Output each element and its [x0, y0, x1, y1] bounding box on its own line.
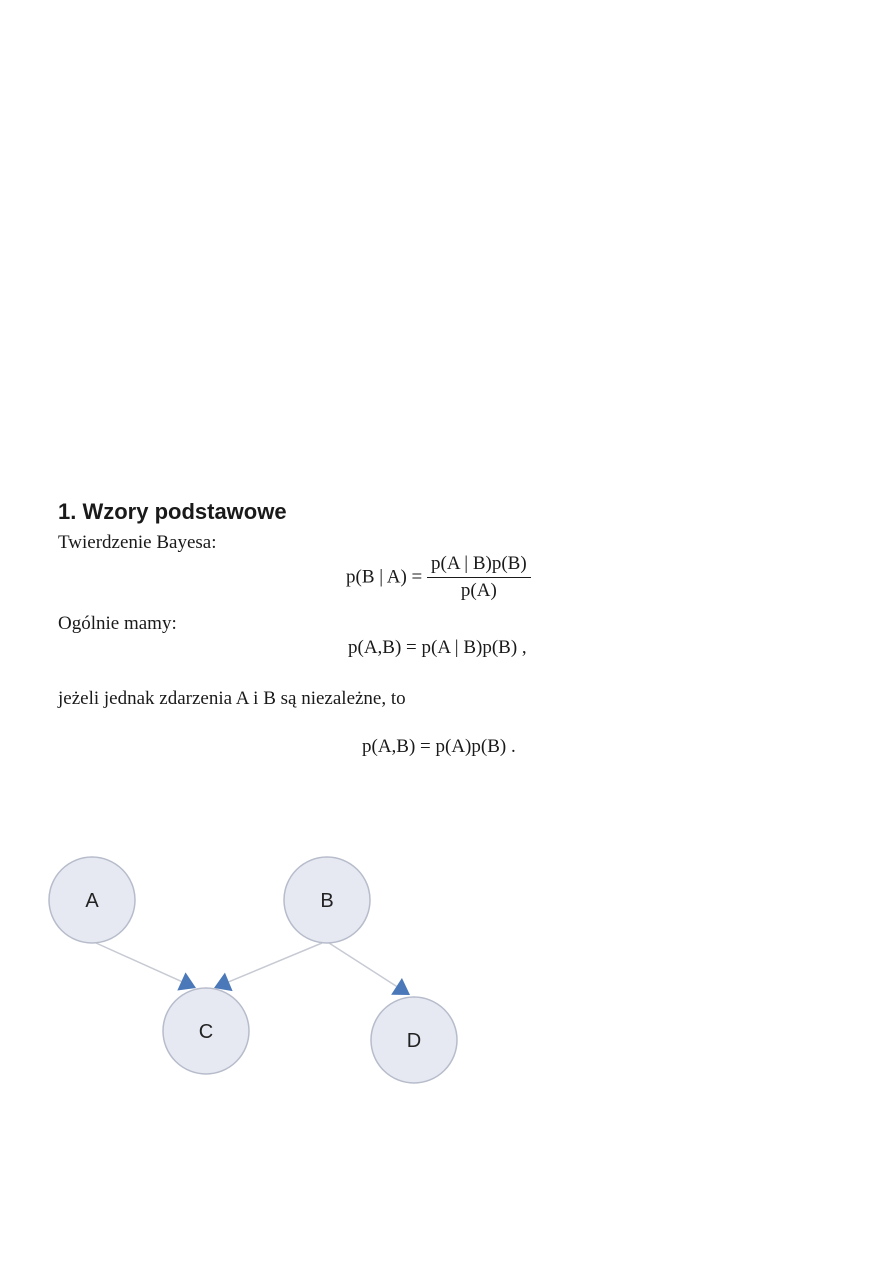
- node-d: [371, 997, 457, 1083]
- independence-intro-text: jeżeli jednak zdarzenia A i B są niezależne, to: [58, 688, 406, 709]
- edge-b-d: [329, 943, 397, 986]
- edge-b-c: [229, 943, 322, 982]
- bayes-numerator: p(A | B)p(B): [427, 553, 531, 578]
- bayes-lhs: p(B | A) =: [346, 566, 423, 588]
- bayes-denominator: p(A): [460, 580, 497, 601]
- node-b: [284, 857, 370, 943]
- section-heading: 1. Wzory podstawowe: [58, 499, 287, 524]
- node-label: C: [198, 1021, 214, 1043]
- node-label: B: [320, 890, 334, 912]
- joint-independent-formula: p(A,B) = p(A)p(B) .: [362, 736, 516, 757]
- diagram-nodes: [49, 857, 457, 1083]
- joint-general-formula: p(A,B) = p(A | B)p(B) ,: [348, 637, 527, 658]
- general-intro-text: Ogólnie mamy:: [58, 613, 177, 634]
- bayes-intro-text: Twierdzenie Bayesa:: [58, 532, 217, 553]
- node-label: A: [85, 890, 99, 912]
- diagram-edges: [96, 943, 410, 995]
- edge-a-c: [96, 943, 181, 981]
- node-a: [49, 857, 135, 943]
- node-c: [163, 988, 249, 1074]
- arrowhead-b-d-icon: [391, 978, 410, 995]
- node-label: D: [406, 1030, 422, 1052]
